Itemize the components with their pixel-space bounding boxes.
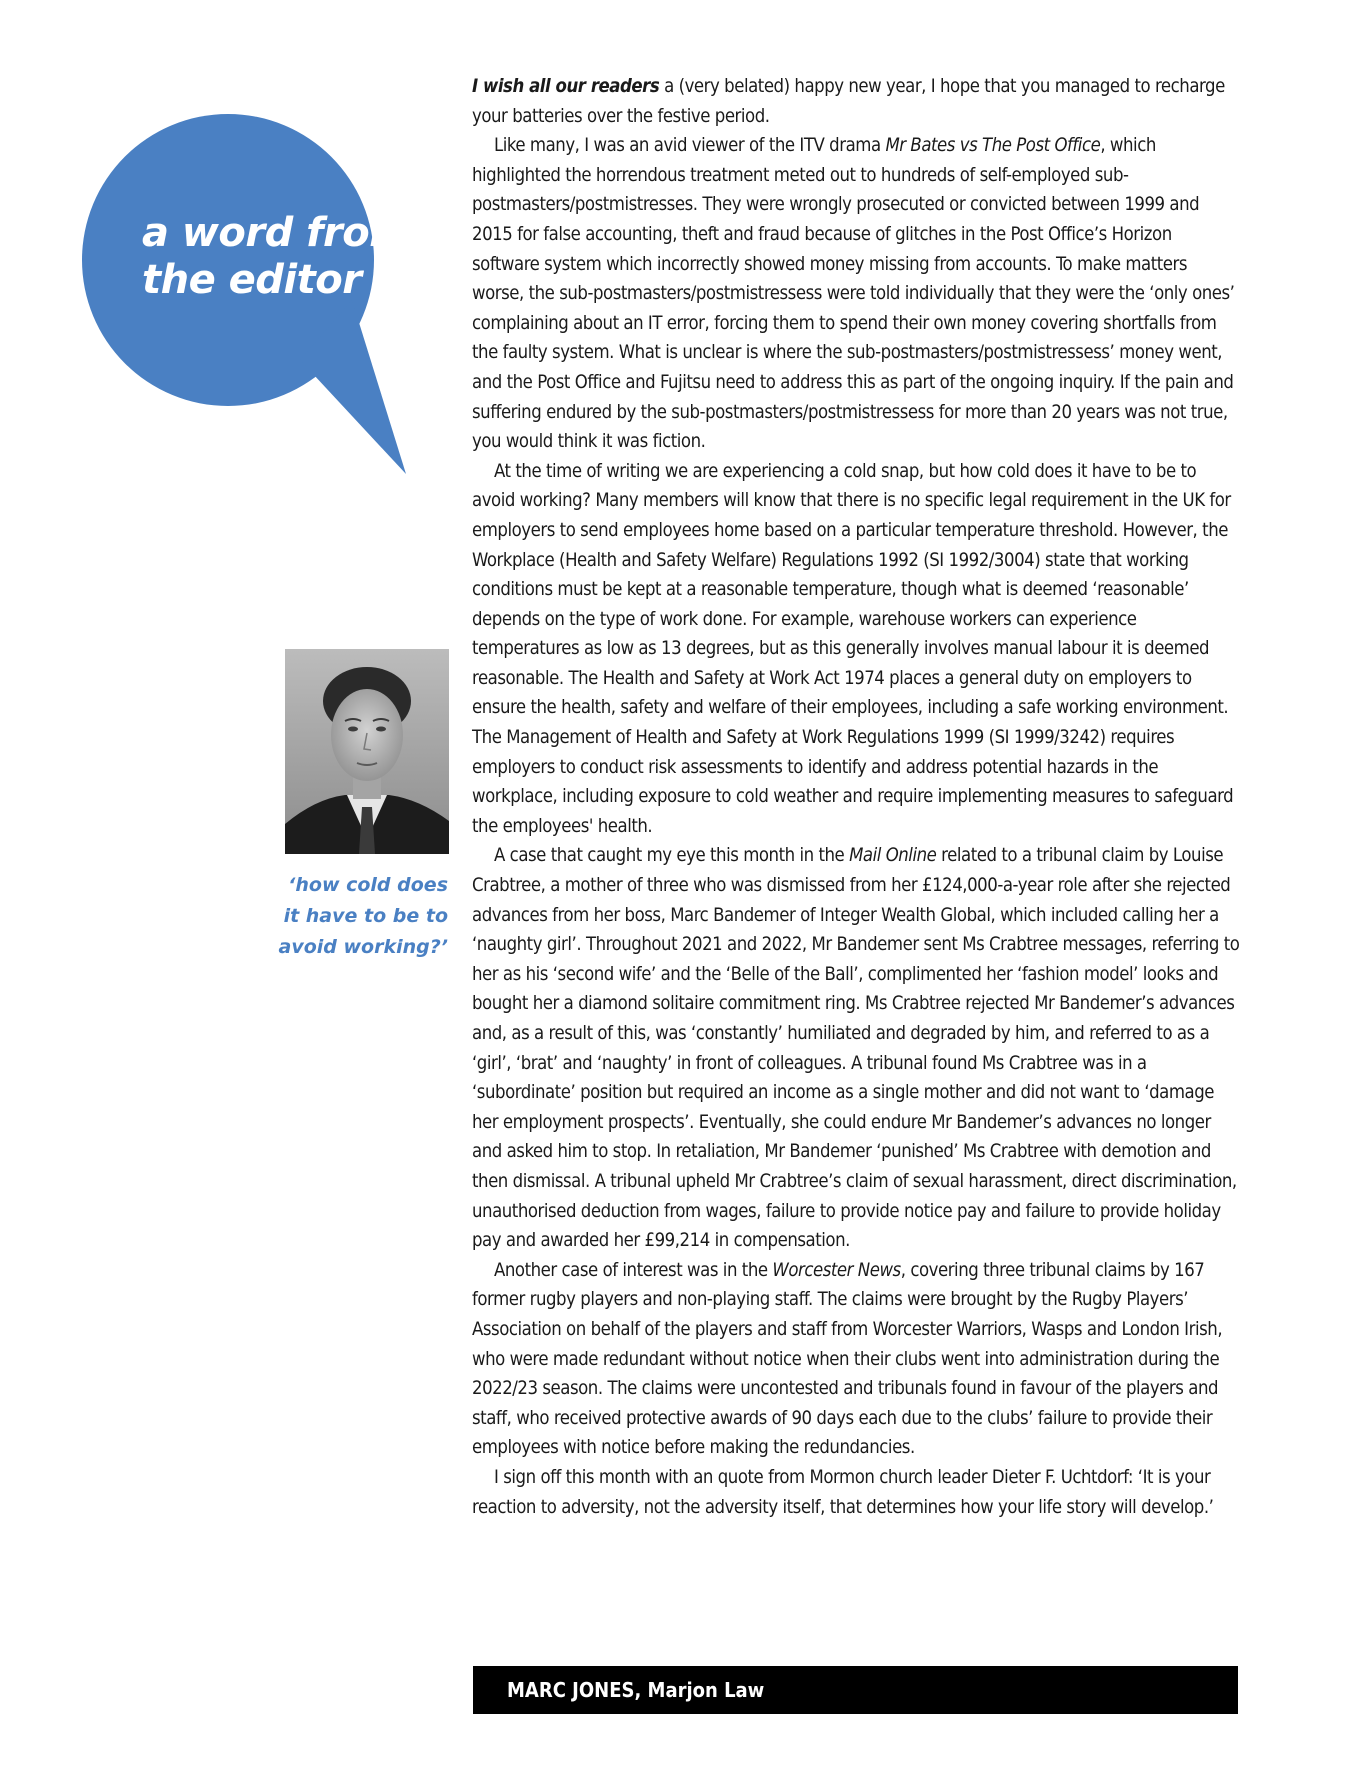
page-title: [142, 210, 442, 304]
article-paragraph-1-text: a (very belated) happy new year, I hope that you managed to recharge your batteries over the festive period.: [472, 76, 1225, 127]
article-paragraph-5: [472, 1256, 1242, 1463]
page-title-line-1: a word from: [142, 210, 411, 256]
article-paragraph-4-text-b: related to a tribunal claim by Louise Crabtree, a mother of three who was dismissed from her £124,000-a-year role after she rejected advances from her boss, Marc Bandemer of Integer Wealth Global, which included calling her a ‘naughty girl’. Throughout 2021 and 2022, Mr Bandemer sent Ms Crabtree messages, referring to her as his ‘second wife’ and the ‘Belle of the Ball’, complimented her ‘fashion model’ looks and bought her a diamond solitaire commitment ring. Ms Crabtree rejected Mr Bandemer’s advances and, as a result of this, was ‘constantly’ humiliated and degraded by him, and referred to as a ‘girl’, ‘brat’ and ‘naughty’ in front of colleagues. A tribunal found Ms Crabtree was in a ‘subordinate’ position but required an income as a single mother and did not want to ‘damage her employment prospects’. Eventually, she could endure Mr Bandemer’s advances no longer and asked him to stop. In retaliation, Mr Bandemer ‘punished’ Ms Crabtree with demotion and then dismissal. A tribunal upheld Mr Crabtree’s claim of sexual harassment, direct discrimination, unauthorised deduction from wages, failure to provide notice pay and failure to provide holiday pay and awarded her £99,214 in compensation.: [472, 845, 1240, 1252]
editor-portrait-photo: [285, 649, 449, 854]
article-paragraph-2: [472, 131, 1242, 457]
editor-photo: [285, 649, 449, 854]
author-signature-bar: [473, 1666, 1238, 1714]
article-paragraph-6: I sign off this month with an quote from Mormon church leader Dieter F. Uchtdorf: ‘It is your reaction to adversity, not the adversity itself, that determines how your life story will develop.’: [472, 1466, 1214, 1518]
article-paragraph-5-italic: Worcester News: [772, 1259, 901, 1281]
page-title-line-2: the editor: [142, 257, 362, 303]
article-body: [472, 72, 1242, 1522]
article-paragraph-3: At the time of writing we are experiencing a cold snap, but how cold does it have to be to avoid working? Many members will know that there is no specific legal requirement in the UK for employers to send employees home based on a particular temperature threshold. However, the Workplace (Health and Safety Welfare) Regulations 1992 (SI 1992/3004) state that working conditions must be kept at a reasonable temperature, though what is deemed ‘reasonable’ depends on the type of work done. For example, warehouse workers can experience temperatures as low as 13 degrees, but as this generally involves manual labour it is deemed reasonable. The Health and Safety at Work Act 1974 places a general duty on employers to ensure the health, safety and welfare of their employees, including a safe working environment. The Management of Health and Safety at Work Regulations 1999 (SI 1999/3242) requires employers to conduct risk assessments to identify and address potential hazards in the workplace, including exposure to cold weather and require implementing measures to safeguard the employees' health.: [472, 460, 1234, 837]
pull-quote: [268, 870, 448, 963]
article-paragraph-5-text-b: , covering three tribunal claims by 167 former rugby players and non-playing staff. The claims were brought by the Rugby Players’ Association on behalf of the players and staff from Worcester Warriors, Wasps and London Irish, who were made redundant without notice when their clubs went into administration during the 2022/23 season. The claims were uncontested and tribunals found in favour of the players and staff, who received protective awards of 90 days each due to the clubs’ failure to provide their employees with notice before making the redundancies.: [472, 1259, 1223, 1459]
author-signature: MARC JONES, Marjon Law: [507, 1678, 765, 1702]
article-lead-in: I wish all our readers: [472, 76, 660, 97]
article-paragraph-5-text-a: Another case of interest was in the: [494, 1259, 773, 1281]
pull-quote-line-2: it have to be to: [283, 905, 448, 927]
article-paragraph-1: [472, 72, 1242, 131]
article-paragraph-2-text-a: Like many, I was an avid viewer of the ITV drama: [494, 135, 886, 157]
article-paragraph-2-italic: Mr Bates vs The Post Office: [885, 135, 1101, 157]
article-paragraph-4-text-a: A case that caught my eye this month in the: [494, 845, 850, 867]
article-paragraph-2-text-b: , which highlighted the horrendous treatment meted out to hundreds of self-employed sub-postmasters/postmistresses. They were wrongly prosecuted or convicted between 1999 and 2015 for false accounting, theft and fraud because of glitches in the Post Office’s Horizon software system which incorrectly showed money missing from accounts. To make matters worse, the sub-postmasters/postmistressess were told individually that they were the ‘only ones’ complaining about an IT error, forcing them to spend their own money covering shortfalls from the faulty system. What is unclear is where the sub-postmasters/postmistressess’ money went, and the Post Office and Fujitsu need to address this as part of the ongoing inquiry. If the pain and suffering endured by the sub-postmasters/postmistressess for more than 20 years was not true, you would think it was fiction.: [472, 135, 1235, 453]
article-paragraph-4-italic: Mail Online: [849, 845, 937, 867]
pull-quote-line-3: avoid working?’: [278, 936, 448, 958]
article-paragraph-4: [472, 841, 1242, 1255]
pull-quote-line-1: ‘how cold does: [288, 874, 448, 896]
speech-bubble: [0, 0, 460, 500]
